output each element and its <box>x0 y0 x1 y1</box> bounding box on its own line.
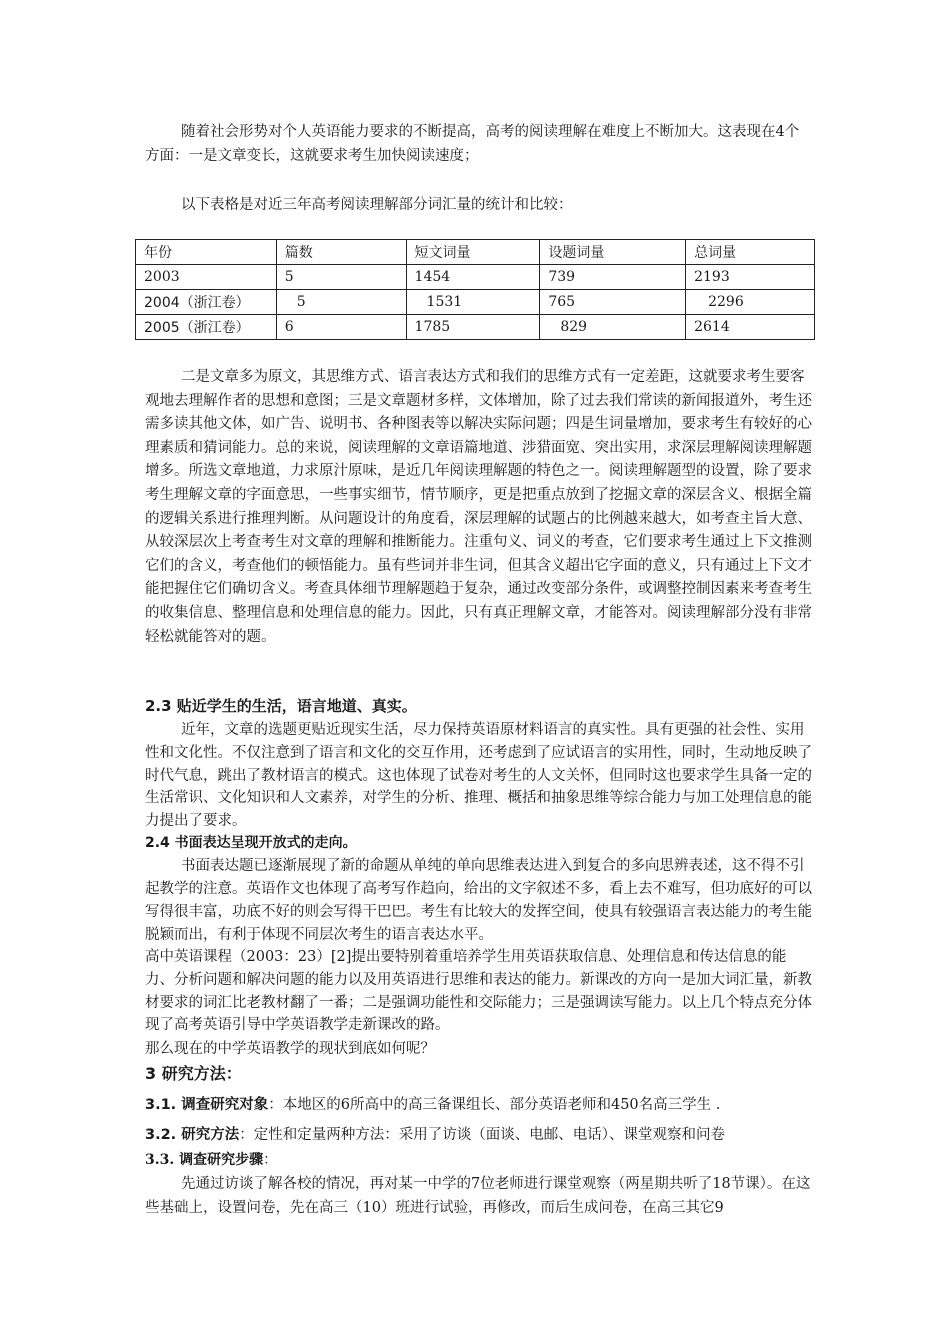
table-cell: 2193 <box>686 265 815 290</box>
table-cell: 1785 <box>406 315 540 340</box>
table-cell: 5 <box>276 290 406 315</box>
paragraph-2: 二是文章多为原文，其思维方式、语言表达方式和我们的思维方式有一定差距，这就要求考生要客观地去理解作者的思想和意图；三是文章题材多样，文体增加，除了过去我们常读的新闻报道外，考生还需多读其他文体，如广告、说明书、各种图表等以解决实际问题；四是生词量增加，要求考生有较好的心理素质和猜词能力。总的来说，阅读理解的文章语篇地道、涉猎面宽、突出实用，求深层理解阅读理解题增多。所选文章地道，力求原汁原味，是近几年阅读理解题的特色之一。阅读理解题型的设置，除了要求考生理解文章的字面意思，一些事实细节，情节顺序，更是把重点放到了挖掘文章的深层含义、根据全篇的逻辑关系进行推理判断。从问题设计的角度看，深层理解的试题占的比例越来越大，如考查主旨大意、从较深层次上考查考生对文章的理解和推断能力。注重句义、词义的考查，它们要求考生通过上下文推测它们的含义，考查他们的顿悟能力。虽有些词并非生词，但其含义超出它字面的意义，只有通过上下文才能把握住它们确切含义。考查具体细节理解题趋于复杂，通过改变部分条件，或调整控制因素来考查考生的收集信息、整理信息和处理信息的能力。因此，只有真正理解文章，才能答对。阅读理解部分没有非常轻松就能答对的题。 <box>145 369 812 645</box>
table-header-cell: 总词量 <box>686 240 815 265</box>
section-2-4-question: 那么现在的中学英语教学的现状到底如何呢？ <box>145 1041 435 1057</box>
table-intro: 以下表格是对近三年高考阅读理解部分词汇量的统计和比较： <box>181 197 573 213</box>
section-3-heading: 3 研究方法： <box>145 1064 242 1083</box>
table-cell: 5 <box>276 265 406 290</box>
table-cell: 6 <box>276 315 406 340</box>
intro-paragraph: 随着社会形势对个人英语能力要求的不断提高，高考的阅读理解在难度上不断加大。这表现在4个方面：一是文章变长，这就要求考生加快阅读速度； <box>145 124 800 164</box>
item-1-label: 3.1. 调查研究对象 <box>145 1097 269 1113</box>
item-1-text: ：本地区的6所高中的高三备课组长、部分英语老师和450名高三学生 . <box>268 1097 721 1113</box>
vocabulary-table <box>135 239 815 340</box>
item-3-label: 3.3. 调查研究步骤 <box>145 1152 264 1168</box>
table-row <box>136 290 815 315</box>
table-cell: 2296 <box>686 290 815 315</box>
table-cell: 829 <box>540 315 686 340</box>
section-3-paragraph: 先通过访谈了解各校的情况，再对某一中学的7位老师进行课堂观察（两星期共听了18节课）。在这些基础上，设置问卷，先在高三（10）班进行试验，再修改，而后生成问卷，在高三其它9 <box>145 1176 811 1216</box>
item-2-text: ：定性和定量两种方法：采用了访谈（面谈、电邮、电话）、课堂观察和问卷 <box>239 1127 725 1143</box>
table-cell: 739 <box>540 265 686 290</box>
section-2-3-heading: 2.3 贴近学生的生活，语言地道、真实。 <box>145 697 417 715</box>
table-row <box>136 315 815 340</box>
table-header-cell: 篇数 <box>276 240 406 265</box>
section-2-4-paragraph-1: 书面表达题已逐渐展现了新的命题从单纯的单向思维表达进入到复合的多向思辨表述，这不得不引起教学的注意。英语作文也体现了高考写作趋向，给出的文字叙述不多，看上去不难写，但功底好的可以写得很丰富，功底不好的则会写得干巴巴。考生有比较大的发挥空间，使具有较强语言表达能力的考生能脱颖而出，有利于体现不同层次考生的语言表达水平。 <box>145 858 812 943</box>
table-row <box>136 265 815 290</box>
table-header-cell: 设题词量 <box>540 240 686 265</box>
table-header-row <box>136 240 815 265</box>
table-cell: 2004（浙江卷） <box>136 290 277 315</box>
section-3-item-2 <box>145 1123 813 1147</box>
item-3-text: ： <box>263 1152 278 1168</box>
table-cell: 1454 <box>406 265 540 290</box>
table-cell: 2003 <box>136 265 277 290</box>
section-3-item-1 <box>145 1093 813 1117</box>
section-3-item-3 <box>145 1148 813 1172</box>
section-2-3-paragraph: 近年，文章的选题更贴近现实生活，尽力保持英语原材料语言的真实性。具有更强的社会性、实用性和文化性。不仅注意到了语言和文化的交互作用，还考虑到了应试语言的实用性，同时，生动地反映了时代气息，跳出了教材语言的模式。这也体现了试卷对考生的人文关怀，但同时这也要求学生具备一定的生活常识、文化知识和人文素养，对学生的分析、推理、概括和抽象思维等综合能力与加工处理信息的能力提出了要求。 <box>145 722 812 830</box>
table-cell: 765 <box>540 290 686 315</box>
section-2-4-paragraph-2: 高中英语课程（2003：23）[2]提出要特别着重培养学生用英语获取信息、处理信息和传达信息的能力、分析问题和解决问题的能力以及用英语进行思维和表达的能力。新课改的方向一是加大词汇量，新教材要求的词汇比老教材翻了一番；二是强调功能性和交际能力；三是强调读写能力。以上几个特点充分体现了高考英语引导中学英语教学走新课改的路。 <box>145 949 812 1034</box>
section-2-4-heading: 2.4 书面表达呈现开放式的走向。 <box>145 835 357 851</box>
item-2-label: 3.2. 研究方法 <box>145 1127 240 1143</box>
table-cell: 2614 <box>686 315 815 340</box>
table-cell: 2005（浙江卷） <box>136 315 277 340</box>
table-header-cell: 短文词量 <box>406 240 540 265</box>
table-cell: 1531 <box>406 290 540 315</box>
table-header-cell: 年份 <box>136 240 277 265</box>
